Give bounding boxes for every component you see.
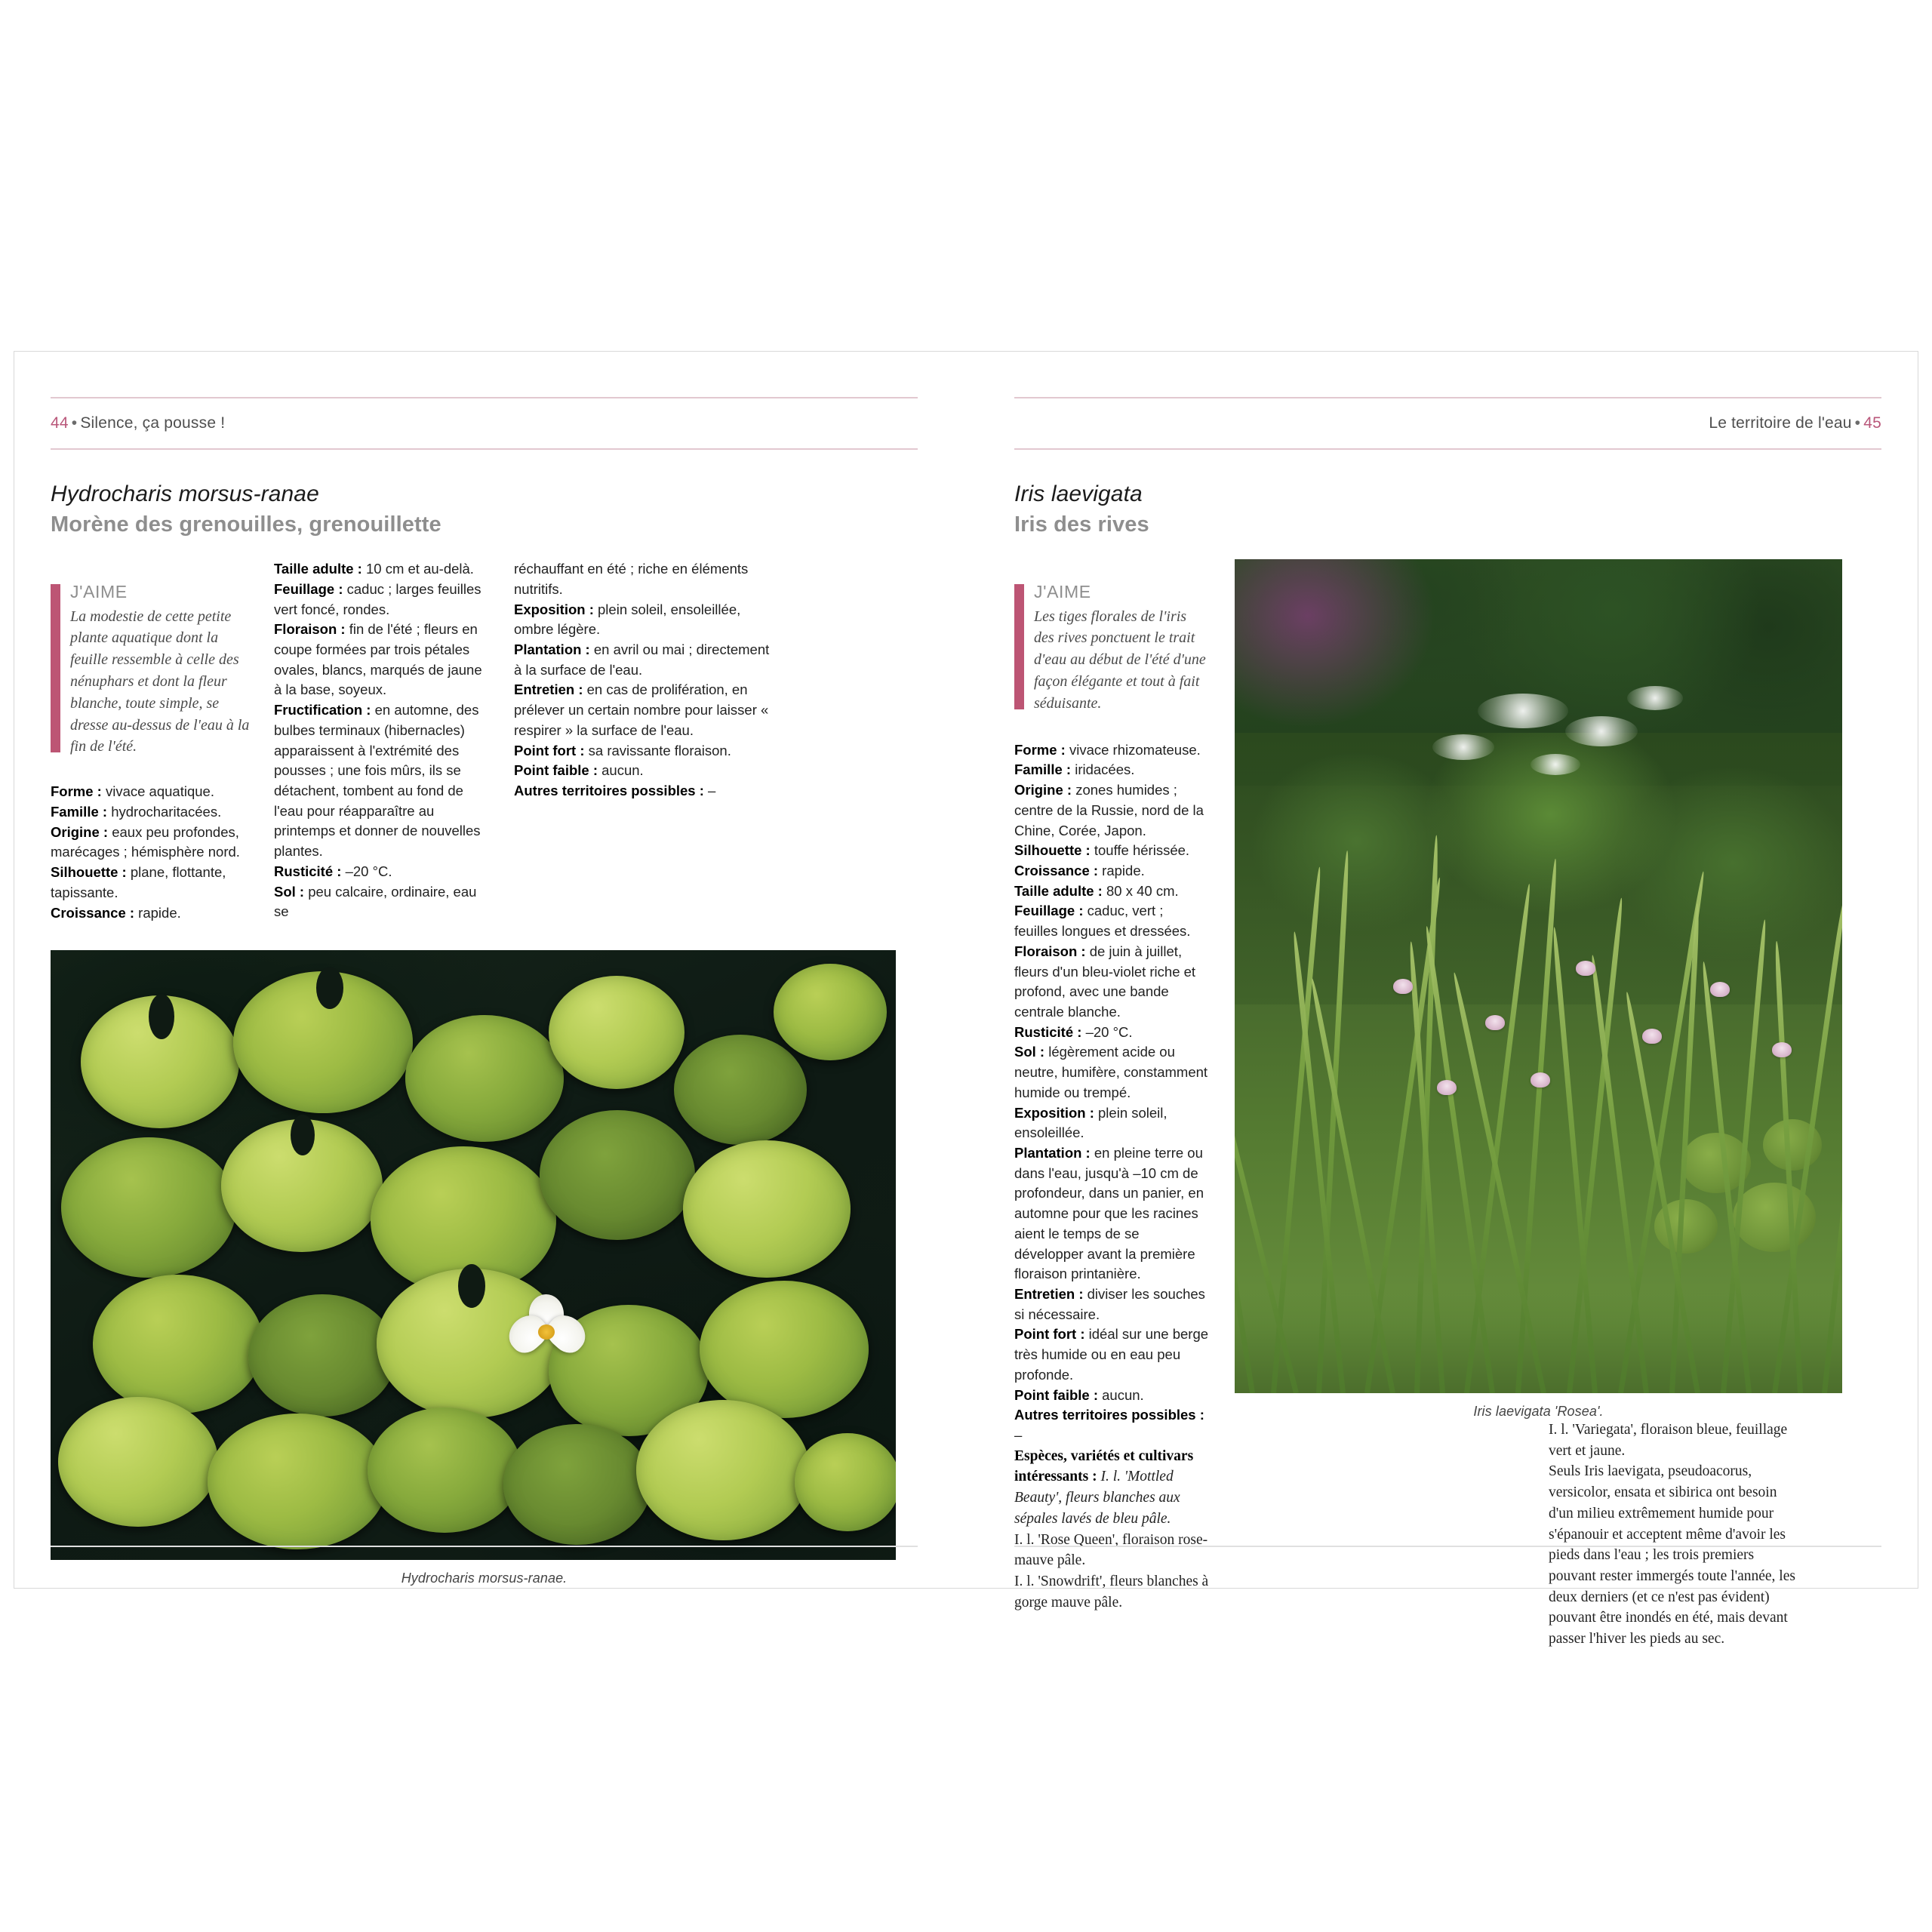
fact-value: aucun. — [1098, 1386, 1144, 1403]
fact-label: Point fort : — [1014, 1326, 1085, 1343]
fact-row — [1014, 1324, 1209, 1385]
fact-row — [514, 559, 771, 599]
fact-row — [274, 700, 493, 862]
section-name-left: Silence, ça pousse ! — [80, 414, 226, 432]
fact-value: rapide. — [1098, 862, 1145, 878]
fact-label: Silhouette : — [1014, 842, 1091, 859]
fact-value: rapide. — [134, 904, 181, 921]
fact-label: Feuillage : — [1014, 903, 1084, 919]
fact-label: Origine : — [51, 823, 109, 840]
fact-label: Forme : — [51, 783, 102, 800]
fact-row — [274, 620, 493, 700]
fact-label: Point faible : — [1014, 1386, 1098, 1403]
serif-paragraph: Seuls Iris laevigata, pseudoacorus, versicolor, ensata et sibirica ont besoin d'un milieu extrêmement humide pour s'épanouir et acceptent même d'avoir les pieds dans l'eau ; les trois premiers pouvant rester immergés toute l'année, les deux derniers (et ce n'est pas évident) pouvant être inondés en été, mais devant passer l'hiver les pieds au sec. — [1549, 1463, 1795, 1647]
cultivars-first: I. l. 'Mottled Beauty', fleurs blanches aux sépales lavés de bleu pâle. — [1014, 1469, 1180, 1527]
page-left — [14, 352, 966, 1588]
fact-value: fin de l'été ; fleurs en coupe formées par trois pétales ovales, blancs, marqués de jaune à la base, soyeux. — [274, 621, 482, 698]
fact-label: Fructification : — [274, 702, 371, 718]
fact-row — [1014, 740, 1209, 761]
fact-label: Origine : — [1014, 782, 1072, 798]
fact-label: Croissance : — [1014, 862, 1099, 878]
fact-row — [1014, 1023, 1209, 1043]
facts-left-col2 — [274, 559, 493, 922]
fact-value: diviser les souches si nécessaire. — [1014, 1286, 1205, 1322]
jaime-accent-bar — [51, 584, 60, 752]
folio-separator-right: • — [1854, 414, 1861, 432]
title-block-right — [1014, 481, 1881, 537]
cultivars-list — [1014, 1530, 1209, 1614]
running-head-right-text — [1709, 414, 1881, 432]
fact-label: Plantation : — [1014, 1145, 1091, 1161]
page-bottom-rule-right — [1014, 1546, 1881, 1547]
folio-separator-left: • — [71, 414, 78, 432]
fact-row — [1014, 861, 1209, 881]
figure-caption-hydrocharis: Hydrocharis morsus-ranae. — [401, 1571, 568, 1586]
fact-value: –20 °C. — [1081, 1023, 1133, 1040]
cultivars-heading-row — [1014, 1446, 1209, 1530]
fact-row — [1014, 1042, 1209, 1103]
fact-value: en avril ou mai ; directement à la surface de l'eau. — [514, 641, 770, 678]
photo-iris — [1235, 559, 1842, 1393]
figure-caption-iris: Iris laevigata 'Rosea'. — [1473, 1404, 1604, 1420]
fact-value: eaux peu profondes, marécages ; hémisphère nord. — [51, 823, 240, 860]
fact-value: réchauffant en été ; riche en éléments nutritifs. — [514, 561, 749, 597]
fact-row — [1014, 780, 1209, 841]
fact-value: 10 cm et au-delà. — [361, 561, 474, 577]
fact-value: – — [1014, 1427, 1023, 1444]
fact-row — [1014, 1386, 1209, 1406]
photo-hydrocharis — [51, 950, 896, 1560]
fact-value: de juin à juillet, fleurs d'un bleu-violet riche et profond, avec une bande centrale blanche. — [1014, 943, 1196, 1020]
fact-label: Sol : — [1014, 1044, 1045, 1060]
fact-label: Croissance : — [51, 904, 135, 921]
right-column-media — [1235, 559, 1842, 1650]
common-name-left: Morène des grenouilles, grenouillette — [51, 512, 441, 537]
fact-label: Feuillage : — [274, 580, 343, 597]
fact-row — [514, 781, 771, 801]
fact-label: Entretien : — [514, 681, 583, 698]
fact-row — [1014, 1143, 1209, 1284]
left-column-2 — [274, 559, 493, 923]
fact-row — [51, 782, 253, 802]
right-lower-row — [1235, 1420, 1842, 1650]
fact-row — [1014, 1405, 1209, 1445]
fact-value: iridacées. — [1071, 761, 1135, 778]
left-column-3 — [514, 559, 771, 923]
fact-row — [1014, 841, 1209, 861]
fact-label: Plantation : — [514, 641, 590, 657]
fact-value: sa ravissante floraison. — [584, 742, 731, 758]
photo-shrub-layer — [1235, 733, 1842, 1004]
facts-right — [1014, 740, 1209, 1446]
fact-label: Taille adulte : — [1014, 882, 1103, 899]
fact-value: hydrocharitacées. — [107, 803, 222, 820]
spread-pages — [14, 352, 1918, 1647]
fact-label: Point fort : — [514, 742, 585, 758]
fact-value: vivace aquatique. — [101, 783, 214, 800]
fact-value: touffe hérissée. — [1090, 842, 1190, 859]
fact-label: Autres territoires possibles : — [514, 782, 704, 798]
common-name-right: Iris des rives — [1014, 512, 1149, 537]
fact-row — [274, 882, 493, 922]
fact-row — [274, 862, 493, 882]
jaime-text-right: Les tiges florales de l'iris des rives ponctuent le trait d'eau au début de l'été d'une façon élégante et tout à fait séduisante. — [1034, 608, 1206, 712]
fact-value: peu calcaire, ordinaire, eau se — [274, 883, 477, 920]
fact-value: plane, flottante, tapissante. — [51, 864, 226, 900]
serif-paragraph: I. l. 'Rose Queen', floraison rose-mauve pâle. — [1014, 1531, 1208, 1569]
fact-value: caduc ; larges feuilles vert foncé, rondes. — [274, 580, 481, 617]
fact-label: Floraison : — [1014, 943, 1086, 959]
cultivars-right — [1014, 1446, 1209, 1614]
serif-paragraph: I. l. 'Snowdrift', fleurs blanches à gorge mauve pâle. — [1014, 1573, 1209, 1611]
fact-row — [514, 741, 771, 761]
fact-label: Floraison : — [274, 621, 346, 638]
jaime-box-right — [1014, 582, 1209, 715]
fact-value: en pleine terre ou dans l'eau, jusqu'à –10 cm de profondeur, dans un panier, en automne pour que les racines aient le temps de se développer avant la première floraison printanière. — [1014, 1145, 1204, 1282]
fact-row — [51, 903, 253, 924]
latin-name-left: Hydrocharis morsus-ranae — [51, 481, 319, 506]
facts-left-col1 — [51, 782, 253, 923]
fact-value: – — [703, 782, 716, 798]
fact-row — [274, 559, 493, 580]
jaime-label-left: J'AIME — [70, 582, 128, 602]
fact-label: Taille adulte : — [274, 561, 362, 577]
cultivars-heading: Espèces, variétés et cultivars intéressants : — [1014, 1447, 1194, 1485]
right-tail-column — [1549, 1420, 1798, 1650]
fact-row — [514, 640, 771, 680]
latin-name-right: Iris laevigata — [1014, 481, 1143, 506]
fact-row — [1014, 881, 1209, 902]
left-fact-columns — [51, 559, 918, 923]
right-column-text — [1014, 559, 1209, 1650]
fact-label: Exposition : — [514, 601, 594, 617]
folio-left: 44 — [51, 414, 69, 432]
fact-row — [51, 802, 253, 823]
serif-paragraph: I. l. 'Variegata', floraison bleue, feuillage vert et jaune. — [1549, 1422, 1788, 1459]
fact-value: zones humides ; centre de la Russie, nord de la Chine, Corée, Japon. — [1014, 782, 1204, 838]
fact-label: Entretien : — [1014, 1286, 1084, 1303]
fact-value: caduc, vert ; feuilles longues et dressées. — [1014, 903, 1191, 940]
lily-flower — [506, 1294, 588, 1367]
fact-label: Point faible : — [514, 762, 598, 779]
fact-row — [1014, 760, 1209, 780]
title-block-left — [51, 481, 918, 537]
fact-value: légèrement acide ou neutre, humifère, constamment humide ou trempé. — [1014, 1044, 1208, 1100]
fact-row — [1014, 1103, 1209, 1143]
page-bottom-rule-left — [51, 1546, 918, 1547]
fact-value: plein soleil, ensoleillée. — [1014, 1104, 1168, 1141]
fact-label: Autres territoires possibles : — [1014, 1407, 1204, 1423]
fact-value: –20 °C. — [341, 863, 392, 879]
fact-label: Rusticité : — [274, 863, 342, 879]
fact-value: en automne, des bulbes terminaux (hibernacles) apparaissent à l'extrémité des pousses ; une fois mûrs, ils se détachent, tombent au fond de l'eau pour réapparaître au printemps et donner de nouvelles plantes. — [274, 702, 481, 860]
running-head-right — [1014, 397, 1881, 450]
jaime-accent-bar — [1014, 584, 1024, 709]
figure-iris — [1235, 559, 1842, 1420]
left-column-1 — [51, 559, 253, 923]
fact-row — [51, 823, 253, 863]
fact-row — [514, 600, 771, 640]
fact-label: Forme : — [1014, 741, 1066, 758]
fact-value: plein soleil, ensoleillée, ombre légère. — [514, 601, 741, 638]
fact-row — [514, 761, 771, 781]
fact-label: Famille : — [1014, 761, 1072, 778]
jaime-box-left — [51, 582, 253, 758]
fact-row — [1014, 942, 1209, 1023]
fact-label: Rusticité : — [1014, 1023, 1082, 1040]
running-head-left — [51, 397, 918, 450]
fact-value: 80 x 40 cm. — [1102, 882, 1179, 899]
fact-value: en cas de prolifération, en prélever un certain nombre pour laisser « respirer » la surface de l'eau. — [514, 681, 769, 738]
fact-label: Exposition : — [1014, 1104, 1094, 1121]
figure-hydrocharis — [51, 950, 918, 1586]
fact-row — [514, 680, 771, 740]
fact-row — [51, 863, 253, 903]
fact-label: Sol : — [274, 883, 305, 900]
fact-label: Famille : — [51, 803, 108, 820]
fact-row — [1014, 901, 1209, 941]
page-right — [966, 352, 1918, 1647]
fact-value: vivace rhizomateuse. — [1065, 741, 1201, 758]
running-head-left-text — [51, 414, 225, 432]
fact-row — [274, 580, 493, 620]
book-spread — [14, 351, 1918, 1647]
fact-value: aucun. — [598, 762, 644, 779]
fact-row — [1014, 1284, 1209, 1324]
section-name-right: Le territoire de l'eau — [1709, 414, 1852, 432]
fact-label: Silhouette : — [51, 864, 127, 881]
facts-left-col3 — [514, 559, 771, 801]
right-body — [1014, 559, 1881, 1650]
folio-right: 45 — [1863, 414, 1881, 432]
jaime-text-left: La modestie de cette petite plante aquatique dont la feuille ressemble à celle des nénuphars et dont la fleur blanche, toute simple, se dresse au-dessus de l'eau à la fin de l'été. — [70, 608, 250, 755]
jaime-label-right: J'AIME — [1034, 582, 1091, 602]
fact-value: idéal sur une berge très humide ou en eau peu profonde. — [1014, 1326, 1209, 1383]
